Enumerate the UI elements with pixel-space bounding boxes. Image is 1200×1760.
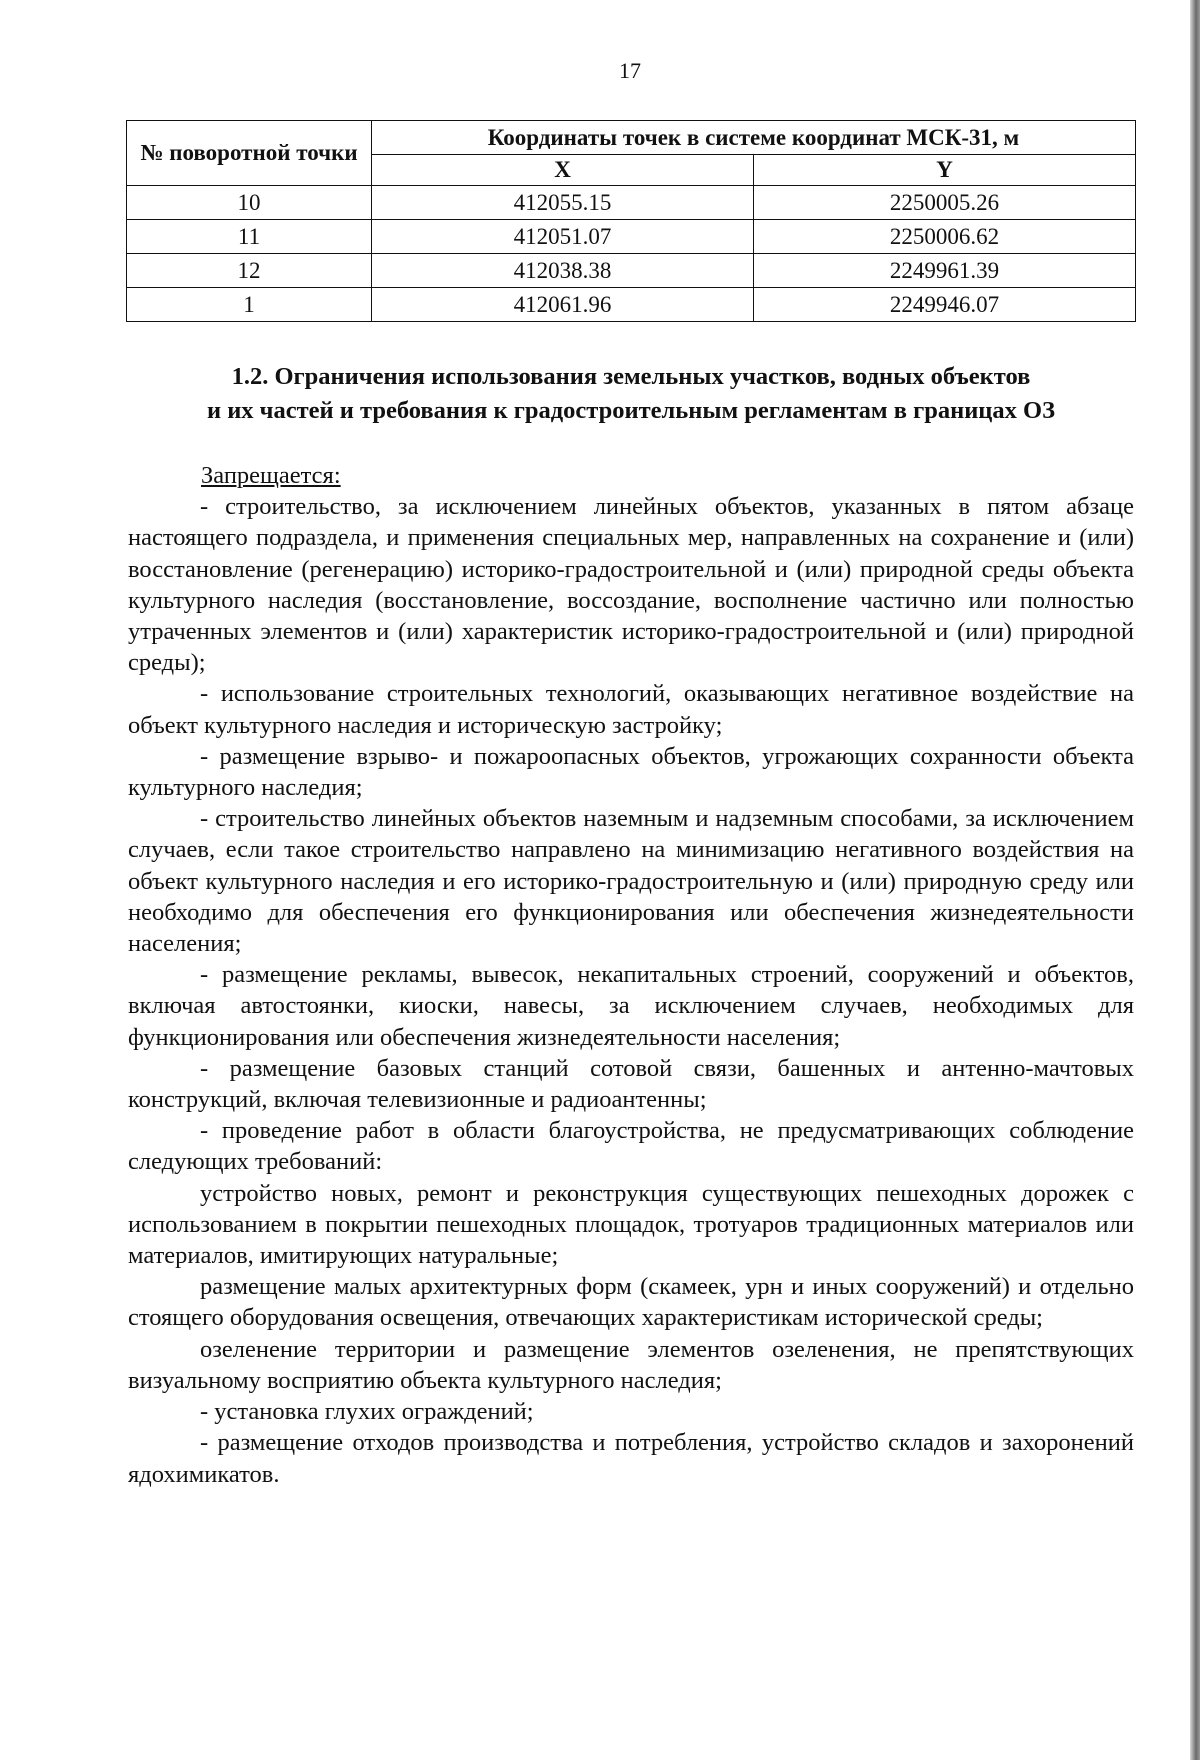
list-item: - размещение базовых станций сотовой связи, башенных и антенно-мачтовых конструкций, включая телевизионные и радиоантенны; bbox=[128, 1054, 1134, 1114]
table-row bbox=[127, 254, 1136, 288]
coordinates-table bbox=[126, 120, 1136, 322]
section-body bbox=[128, 460, 1134, 1490]
list-item: - строительство линейных объектов наземным и надземным способами, за исключением случаев, если такое строительство направлено на минимизацию негативного воздействия на объект культурного наследия и его историко-градостроительную и (или) природную среду или необходимо для обеспечения его функционирования или обеспечения жизнедеятельности населения; bbox=[128, 805, 1134, 958]
section-title bbox=[126, 360, 1136, 428]
table-cell-x: 412051.07 bbox=[372, 220, 754, 254]
list-item: - проведение работ в области благоустройства, не предусматривающих соблюдение следующих требований: bbox=[128, 1117, 1134, 1176]
list-item: - размещение отходов производства и потребления, устройство складов и захоронений ядохимикатов. bbox=[128, 1429, 1134, 1488]
list-item: устройство новых, ремонт и реконструкция существующих пешеходных дорожек с использованием в покрытии пешеходных площадок, тротуаров традиционных материалов или материалов, имитирующих натуральные; bbox=[128, 1179, 1134, 1270]
list-item: - размещение рекламы, вывесок, некапитальных строений, сооружений и объектов, включая автостоянки, киоски, навесы, за исключением случаев, необходимых для функционирования или обеспечения жизнедеятельности населения; bbox=[128, 961, 1134, 1051]
list-item: размещение малых архитектурных форм (скамеек, урн и иных сооружений) и отдельно стоящего оборудования освещения, отвечающих характеристикам исторической среды; bbox=[128, 1273, 1134, 1332]
table-cell-x: 412061.96 bbox=[372, 288, 754, 322]
list-item: - размещение взрыво- и пожароопасных объектов, угрожающих сохранности объекта культурного наследия; bbox=[128, 742, 1134, 802]
table-cell-x: 412038.38 bbox=[372, 254, 754, 288]
table-cell-x: 412055.15 bbox=[372, 186, 754, 220]
list-item: - использование строительных технологий, оказывающих негативное воздействие на объект культурного наследия и историческую застройку; bbox=[128, 680, 1134, 739]
list-item: озеленение территории и размещение элементов озеленения, не препятствующих визуальному восприятию объекта культурного наследия; bbox=[128, 1335, 1134, 1394]
table-row bbox=[127, 288, 1136, 322]
table-row bbox=[127, 186, 1136, 220]
page-number: 17 bbox=[619, 58, 641, 83]
table-cell-point: 11 bbox=[127, 220, 372, 254]
table-cell-point: 1 bbox=[127, 288, 372, 322]
list-item: - установка глухих ограждений; bbox=[200, 1398, 534, 1426]
section-title-line-2: и их частей и требования к градостроительным регламентам в границах ОЗ bbox=[206, 397, 1056, 424]
table-cell-y: 2250005.26 bbox=[754, 186, 1136, 220]
table-cell-y: 2249961.39 bbox=[754, 254, 1136, 288]
prohibited-label-text: Запрещается: bbox=[201, 462, 341, 489]
section-title-line-1: 1.2. Ограничения использования земельных участков, водных объектов bbox=[231, 363, 1031, 390]
table-header-point-number: № поворотной точки bbox=[127, 121, 372, 186]
table-cell-y: 2249946.07 bbox=[754, 288, 1136, 322]
table-row bbox=[127, 220, 1136, 254]
table-header-y: Y bbox=[754, 155, 1136, 186]
table-header-x: X bbox=[372, 155, 754, 186]
list-item: - строительство, за исключением линейных объектов, указанных в пятом абзаце настоящего подраздела, и применения специальных мер, направленных на сохранение и (или) восстановление (регенерацию) историко-градостроительной и (или) природной среды объекта культурного наследия (восстановление, воссоздание, восполнение частично или полностью утраченных элементов и (или) характеристик историко-градостроительной и (или) природной среды); bbox=[128, 493, 1134, 677]
table-cell-point: 10 bbox=[127, 186, 372, 220]
table-header-coordinates: Координаты точек в системе координат МСК-31, м bbox=[372, 121, 1136, 155]
table-cell-point: 12 bbox=[127, 254, 372, 288]
table-cell-y: 2250006.62 bbox=[754, 220, 1136, 254]
prohibited-label bbox=[128, 460, 1134, 491]
scan-page-edge bbox=[1190, 0, 1200, 1760]
